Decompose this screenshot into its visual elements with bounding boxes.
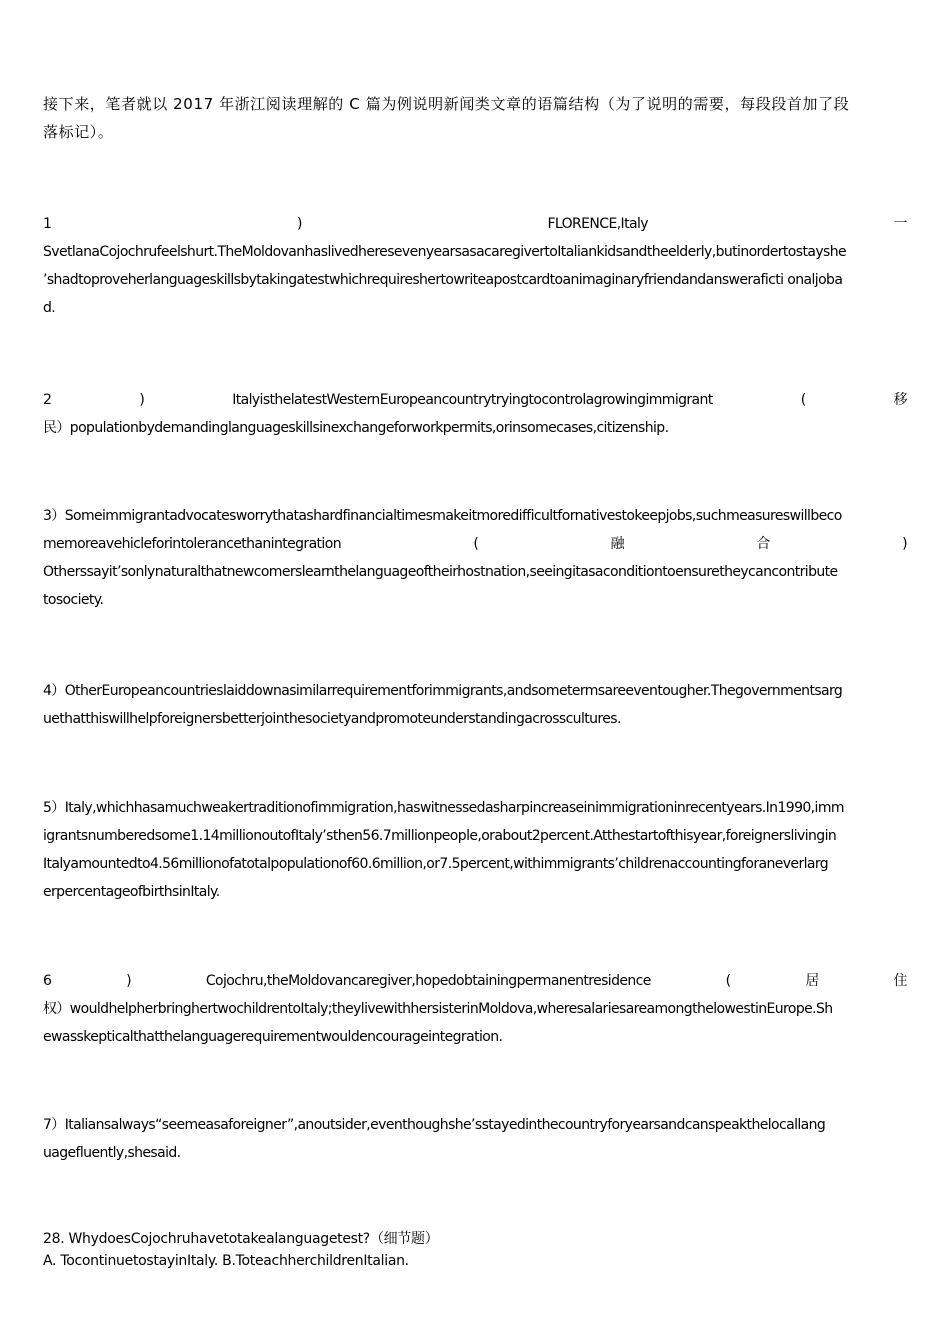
intro-line: 接下来，笔者就以 2017 年浙江阅读理解的 C 篇为例说明新闻类文章的语篇结构（为了说明的需要，每段段首加了段 xyxy=(43,95,850,113)
paragraph-line xyxy=(43,530,907,558)
annotation-char: 居 xyxy=(805,973,819,989)
paragraph-line: 民）populationbydemandinglanguageskillsinexchangeforworkpermits,orinsomecases,citizenship. xyxy=(43,420,669,436)
paragraph-4 xyxy=(43,677,907,733)
paragraph-number: 2 xyxy=(43,392,52,408)
paragraph-2 xyxy=(43,386,907,442)
paragraph-line: Italyamountedto4.56millionofatotalpopulationof60.6million,or7.5percent,withimmigrants’childrenaccountingforaneverlarg xyxy=(43,856,829,872)
paragraph-line: d. xyxy=(43,300,56,316)
paragraph-7 xyxy=(43,1111,907,1167)
paragraph-line xyxy=(43,386,907,414)
paragraph-5 xyxy=(43,794,907,906)
paragraph-line xyxy=(43,967,907,995)
paragraph-line: uagefluently,shesaid. xyxy=(43,1145,181,1161)
document-page xyxy=(43,0,907,1344)
paragraph-line: 4）OtherEuropeancountrieslaiddownasimilarrequirementforimmigrants,andsometermsareeventougher.Thegovernmentsarg xyxy=(43,683,843,699)
paragraph-line: igrantsnumberedsome1.14millionoutofItaly’sthen56.7millionpeople,orabout2percent.Atthestartofthisyear,foreignerslivingin xyxy=(43,828,837,844)
paragraph-marker: ) xyxy=(296,216,302,232)
intro-line: 落标记）。 xyxy=(43,123,114,141)
paren-close: ) xyxy=(902,536,907,552)
annotation-char: 融 xyxy=(610,536,624,552)
paragraph-line: SvetlanaCojochrufeelshurt.TheMoldovanhaslivedheresevenyearsasacaregivertoItaliankidsandtheelderly,butinordertostayshe xyxy=(43,244,847,260)
question-stem: 28. WhydoesCojochruhavetotakealanguagetest?（细节题） xyxy=(43,1231,439,1247)
paragraph-text: ItalyisthelatestWesternEuropeancountrytryingtocontrolagrowingimmigrant xyxy=(232,392,713,408)
paragraph-marker: ) xyxy=(126,973,132,989)
paragraph-line xyxy=(43,210,907,238)
paragraph-line: erpercentageofbirthsinItaly. xyxy=(43,884,220,900)
paragraph-line: ’shadtoproveherlanguageskillsbytakingatestwhichrequireshertowriteapostcardtoanimaginaryfriendandansweraficti onaljoba xyxy=(43,272,843,288)
paragraph-line: Otherssayit’sonlynaturalthatnewcomerslearnthelanguageoftheirhostnation,seeingitasaconditiontoensuretheycancontribute xyxy=(43,564,838,580)
annotation-char: 住 xyxy=(893,973,907,989)
paren-open: ( xyxy=(800,392,806,408)
annotation-char: 合 xyxy=(756,536,770,552)
paragraph-1 xyxy=(43,210,907,322)
paren-open: ( xyxy=(473,536,479,552)
dash: 一 xyxy=(893,216,907,232)
paragraph-number: 6 xyxy=(43,973,52,989)
paragraph-text: Cojochru,theMoldovancaregiver,hopedobtainingpermanentresidence xyxy=(205,973,651,989)
paragraph-line: tosociety. xyxy=(43,592,104,608)
paragraph-line: uethatthiswillhelpforeignersbetterjointhesocietyandpromoteunderstandingacrosscultures. xyxy=(43,711,621,727)
paragraph-text: memoreavehicleforintolerancethanintegration xyxy=(43,536,341,552)
question-28 xyxy=(43,1228,907,1272)
dateline: FLORENCE,Italy xyxy=(547,216,648,232)
question-options: A. TocontinuetostayinItaly. B.ToteachherchildrenItalian. xyxy=(43,1253,409,1269)
paragraph-6 xyxy=(43,967,907,1051)
paragraph-line: ewasskepticalthatthelanguagerequirementwouldencourageintegration. xyxy=(43,1029,503,1045)
paragraph-line: 7）Italiansalways“seemeasaforeigner”,anoutsider,eventhoughshe’sstayedinthecountryforyearsandcanspeakthelocallang xyxy=(43,1117,826,1133)
paragraph-line: 3）Someimmigrantadvocatesworrythatashardfinancialtimesmakeitmoredifficultfornativestokeepjobs,suchmeasureswillbeco xyxy=(43,508,842,524)
paragraph-line: 权）wouldhelpherbringhertwochildrentoItaly;theylivewithhersisterinMoldova,wheresalariesareamongthelowestinEurope.Sh xyxy=(43,1001,833,1017)
paragraph-marker: ) xyxy=(139,392,145,408)
annotation-char: 移 xyxy=(893,392,907,408)
paren-open: ( xyxy=(725,973,731,989)
paragraph-3 xyxy=(43,502,907,614)
paragraph-number: 1 xyxy=(43,216,52,232)
intro-paragraph xyxy=(43,90,907,146)
paragraph-line: 5）Italy,whichhasamuchweakertraditionofimmigration,haswitnessedasharpincreaseinimmigrationinrecentyears.In1990,imm xyxy=(43,800,844,816)
